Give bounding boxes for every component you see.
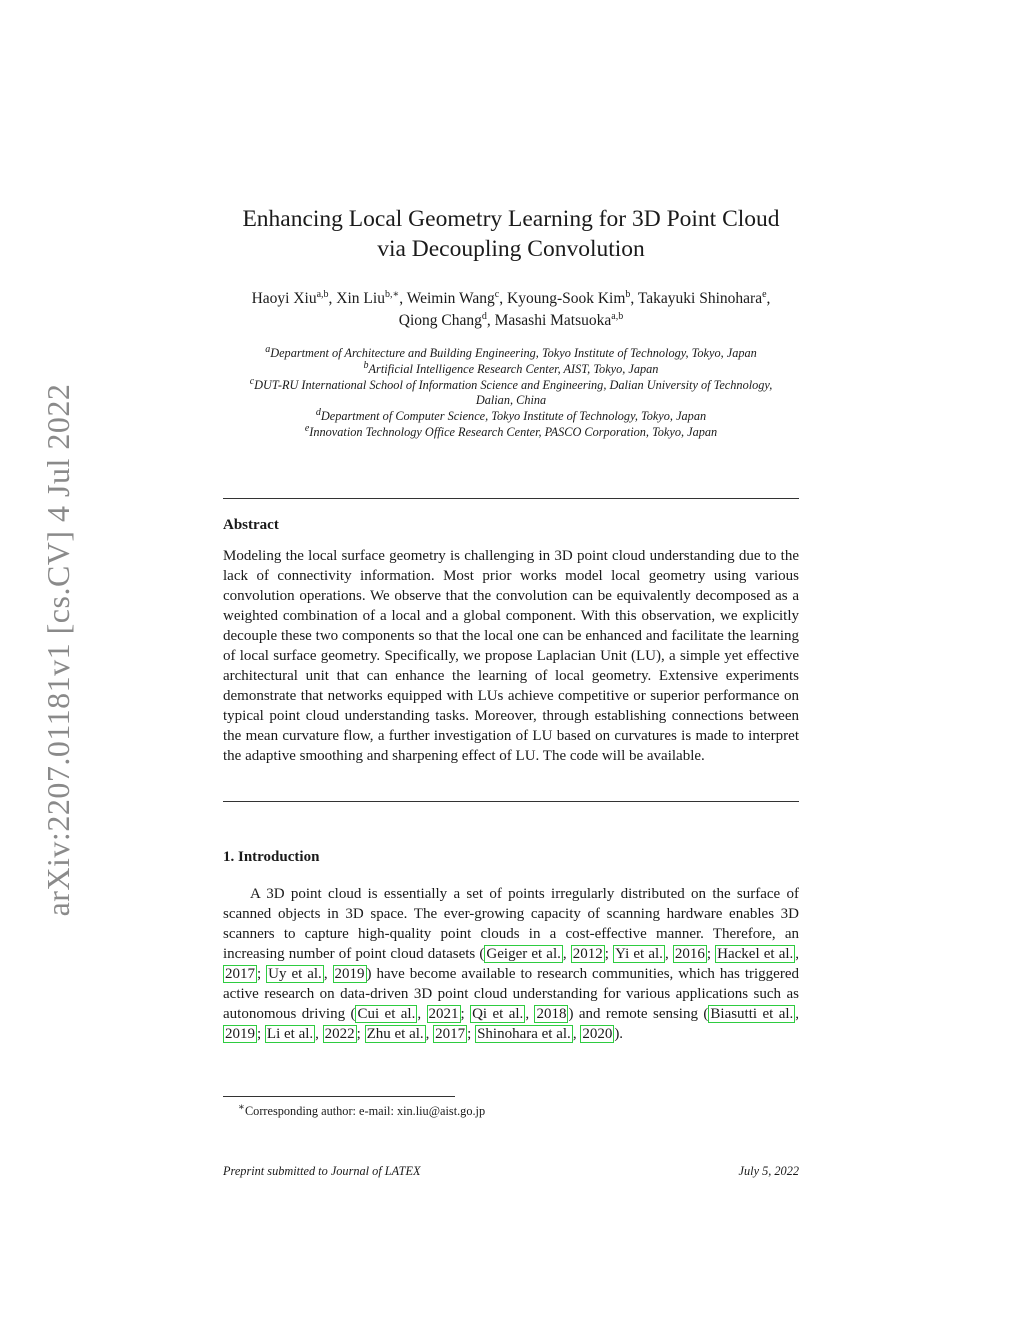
affiliation: $^c$DUT-RU International School of Information Science and Engineering, Dalian University of Technology, — [249, 375, 773, 392]
author-line-2: Qiong Chang$^d$, Masashi Matsuoka$^{a,b}$ — [398, 310, 624, 329]
citation-link[interactable]: Biasutti et al. — [710, 1006, 794, 1022]
author-sup: e — [762, 288, 767, 300]
affiliation: $^e$Innovation Technology Office Research Center, PASCO Corporation, Tokyo, Japan — [304, 422, 718, 439]
footnote-rule — [223, 1096, 455, 1097]
citation-year-link[interactable]: 2017 — [225, 966, 255, 982]
introduction-paragraph: A 3D point cloud is essentially a set of points irregularly distributed on the surface of scanned objects in 3D space. The ever-growing capacity of scanning hardware enables 3D scanners to capture high-quality point clouds in a cost-effective manner. Therefore, an increasing number of point cloud datasets ( Geiger et al. , 2012 ; Yi et al. , 2016 ; Hackel et al. , 2017 ; Uy et al. , 2019 ) have become available to research communities, which has triggered active research on data-driven 3D point cloud understanding for various applications such as autonomous driving ( Cui et al. , 2021 ; Qi et al. , 2018 ) and remote sensing ( Biasutti et al. , 2019 ; Li et al. , 2022 ; Zhu et al. , 2017 ; Shinohara et al. , 2020 ). — [223, 886, 800, 1042]
citation-link[interactable]: Shinohara et al. — [477, 1026, 571, 1042]
author-name: Masashi Matsuoka — [494, 312, 612, 329]
title-line-1: Enhancing Local Geometry Learning for 3D Point Cloud — [242, 206, 780, 232]
citation-year-link[interactable]: 2018 — [536, 1006, 567, 1022]
author-line-1: Haoyi Xiu$^{a,b}$, Xin Liu$^{b,∗}$, Weimin Wang$^c$, Kyoung-Sook Kim$^b$, Takayuki Shinohara$^e$, — [251, 288, 771, 307]
affiliation: $^d$Department of Computer Science, Tokyo Institute of Technology, Tokyo, Japan — [315, 407, 707, 424]
affiliation-list — [150, 343, 872, 441]
citation-year-link[interactable]: 2019 — [334, 966, 365, 982]
author-list — [150, 288, 872, 332]
author-name: Xin Liu — [336, 290, 385, 307]
author-name: Takayuki Shinohara — [637, 290, 763, 307]
abstract-top-rule — [223, 498, 799, 499]
author-name: Weimin Wang — [406, 290, 495, 307]
paper-title — [150, 204, 872, 264]
footer-date: July 5, 2022 — [738, 1164, 799, 1178]
introduction-body — [223, 884, 799, 1044]
citation-year-link[interactable]: 2017 — [435, 1026, 466, 1042]
affiliation: $^a$Department of Architecture and Building Engineering, Tokyo Institute of Technology, Tokyo, Japan — [265, 343, 757, 360]
abstract-heading: Abstract — [223, 517, 279, 533]
author-sup: b — [625, 288, 631, 300]
affiliation: $^b$Artificial Intelligence Research Center, AIST, Tokyo, Japan — [363, 359, 659, 376]
title-line-2: via Decoupling Convolution — [377, 236, 645, 262]
citation-year-link[interactable]: 2016 — [674, 946, 705, 962]
footer-journal: Preprint submitted to Journal of LATEX — [223, 1164, 421, 1178]
footnote: ∗Corresponding author: e-mail: xin.liu@aist.go.jp — [238, 1102, 486, 1119]
citation-link[interactable]: Hackel et al. — [717, 946, 794, 962]
citation-link[interactable]: Zhu et al. — [366, 1026, 424, 1042]
author-name: Kyoung-Sook Kim — [507, 290, 626, 307]
author-sup: b,∗ — [384, 288, 400, 300]
author-sup: d — [481, 310, 487, 322]
abstract-body — [223, 546, 799, 766]
citation-year-link[interactable]: 2019 — [225, 1026, 255, 1042]
citation-year-link[interactable]: 2012 — [572, 946, 603, 962]
abstract-bottom-rule — [223, 801, 799, 802]
author-name: Qiong Chang — [398, 312, 482, 329]
citation-year-link[interactable]: 2020 — [582, 1026, 613, 1042]
citation-link[interactable]: Cui et al. — [357, 1006, 416, 1022]
citation-link[interactable]: Qi et al. — [472, 1006, 524, 1022]
introduction-heading: 1. Introduction — [223, 849, 320, 865]
citation-link[interactable]: Uy et al. — [268, 966, 322, 982]
citation-link[interactable]: Geiger et al. — [486, 946, 561, 962]
citation-year-link[interactable]: 2021 — [428, 1006, 459, 1022]
citation-link[interactable]: Yi et al. — [615, 946, 663, 962]
author-sup: a,b — [611, 310, 624, 322]
affiliation-continued: Dalian, China — [475, 393, 547, 408]
citation-link[interactable]: Li et al. — [266, 1026, 314, 1042]
arxiv-stamp: arXiv:2207.01181v1 [cs.CV] 4 Jul 2022 — [40, 383, 76, 917]
author-sup: c — [494, 288, 500, 300]
author-sup: a,b — [316, 288, 329, 300]
author-name: Haoyi Xiu — [251, 290, 317, 307]
citation-year-link[interactable]: 2022 — [324, 1026, 355, 1042]
abstract-text: Modeling the local surface geometry is challenging in 3D point cloud understanding due to the lack of connectivity information. Most prior works model local geometry using various convolution operations. We observe that the convolution can be equivalently decomposed as a weighted combination of a local and a global component. With this observation, we explicitly decouple these two components so that the local one can be enhanced and facilitate the learning of local surface geometry. Specifically, we propose Laplacian Unit (LU), a simple yet effective architectural unit that can enhance the learning of local geometry. Extensive experiments demonstrate that networks equipped with LUs achieve competitive or superior performance on typical point cloud understanding tasks. Moreover, through establishing connections between the mean curvature flow, a further investigation of LU based on curvatures is made to interpret the adaptive smoothing and sharpening effect of LU. The code will be available. — [223, 548, 799, 764]
